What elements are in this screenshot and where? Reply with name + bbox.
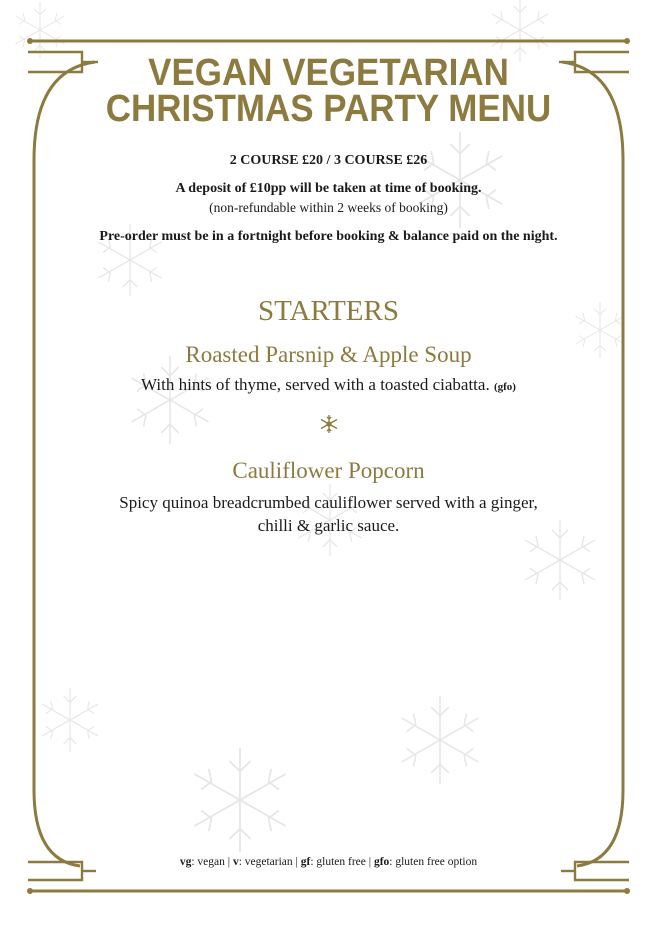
snowflake-icon: [0, 414, 657, 439]
legend-key: vg: [179, 856, 192, 868]
dish-description: [0, 375, 657, 395]
dish-description-line: chilli & garlic sauce.: [257, 516, 400, 535]
dish-name: Cauliflower Popcorn: [232, 458, 425, 483]
menu-title-line2: CHRISTMAS PARTY MENU: [105, 88, 552, 130]
dietary-legend: [0, 856, 657, 868]
dietary-tag: (gfo): [493, 381, 516, 393]
legend-text: : gluten free: [310, 856, 366, 868]
preorder-note: Pre-order must be in a fortnight before booking & balance paid on the night.: [99, 229, 558, 244]
menu-title-line1: VEGAN VEGETARIAN: [148, 52, 509, 94]
dish-description-text: With hints of thyme, served with a toasted ciabatta.: [141, 375, 490, 394]
legend-text: : vegan: [191, 856, 225, 868]
course-pricing: 2 COURSE £20 / 3 COURSE £26: [229, 153, 428, 168]
dish-name: Roasted Parsnip & Apple Soup: [185, 342, 472, 367]
legend-key: v: [232, 856, 239, 868]
legend-separator: |: [295, 856, 298, 868]
deposit-note: A deposit of £10pp will be taken at time of booking.: [175, 181, 482, 196]
legend-separator: |: [368, 856, 372, 868]
legend-separator: |: [227, 856, 231, 868]
legend-text: : gluten free option: [389, 856, 478, 868]
section-heading-starters: STARTERS: [258, 295, 399, 327]
legend-key: gf: [300, 856, 311, 868]
refund-note: (non-refundable within 2 weeks of booking): [209, 200, 448, 215]
dish-description-line: Spicy quinoa breadcrumbed cauliflower served with a ginger,: [119, 493, 538, 512]
legend-key: gfo: [373, 856, 390, 868]
dish-description: [0, 491, 657, 537]
legend-text: : vegetarian: [238, 856, 293, 868]
